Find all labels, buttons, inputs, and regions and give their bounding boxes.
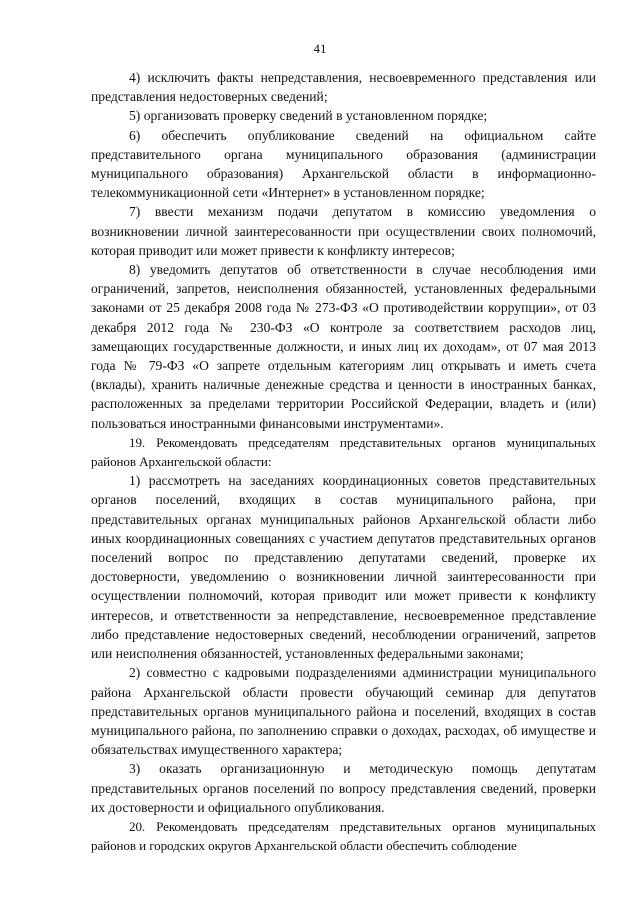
paragraph-19-item-2: 2) совместно с кадровыми подразделениями администрации муниципального района Архангельской области провести обучающий семинар для депутатов представительных органов муниципального района и поселений, входящих в состав муниципального района, по заполнению справки о доходах, расходах, об имуществе и обязательствах имущественного характера; — [91, 665, 596, 758]
document-body — [91, 68, 596, 855]
paragraph-item-4: 4) исключить факты непредставления, несвоевременного представления или представления недостоверных сведений; — [91, 70, 596, 105]
paragraph-item-5: 5) организовать проверку сведений в установленном порядке; — [129, 108, 488, 124]
paragraph-item-7: 7) ввести механизм подачи депутатом в комиссию уведомления о возникновении личной заинтересованности при осуществлении своих полномочий, которая приводит или может привести к конфликту интересов; — [91, 204, 596, 258]
paragraph-item-8: 8) уведомить депутатов об ответственности в случае несоблюдения ими ограничений, запретов, неисполнения обязанностей, установленных федеральными законами от 25 декабря 2008 года № 273-ФЗ «О противодействии коррупции», от 03 декабря 2012 года № 230-ФЗ «О контроле за соответствием расходов лиц, замещающих государственные должности, и иных лиц их доходам», от 07 мая 2013 года № 79-ФЗ «О запрете отдельным категориям лиц открывать и иметь счета (вклады), хранить наличные денежные средства и ценности в иностранных банках, расположенных за пределами территории Российской Федерации, владеть и (или) пользоваться иностранными финансовыми инструментами». — [91, 262, 596, 431]
page-number: 41 — [313, 41, 327, 56]
paragraph-section-19: 19. Рекомендовать председателям представительных органов муниципальных районов Архангельской области: — [91, 434, 596, 470]
paragraph-19-item-3: 3) оказать организационную и методическую помощь депутатам представительных органов поселений по вопросу представления сведений, проверки их достоверности и официального опубликования. — [91, 761, 596, 815]
paragraph-item-6: 6) обеспечить опубликование сведений на официальном сайте представительного органа муниципального образования (администрации муниципального образования) Архангельской области в информационно-телекоммуникационной сети «Интернет» в установленном порядке; — [91, 127, 596, 201]
paragraph-19-item-1: 1) рассмотреть на заседаниях координационных советов представительных органов поселений, входящих в состав муниципального района, при представительных органах муниципальных районов Архангельской области либо иных координационных совещаниях с участием депутатов представительных органов поселений вопрос по представлению депутатами сведений, проверке их достоверности, уведомлению о возникновении личной заинтересованности при осуществлении полномочий, которая приводит или может привести к конфликту интересов, и ответственности за непредставление, несвоевременное представление либо представление недостоверных сведений, несоблюдении ограничений, запретов или неисполнения обязанностей, установленных федеральными законами; — [91, 473, 596, 662]
paragraph-section-20: 20. Рекомендовать председателям представительных органов муниципальных районов и городских округов Архангельской области обеспечить соблюдение — [91, 818, 596, 854]
